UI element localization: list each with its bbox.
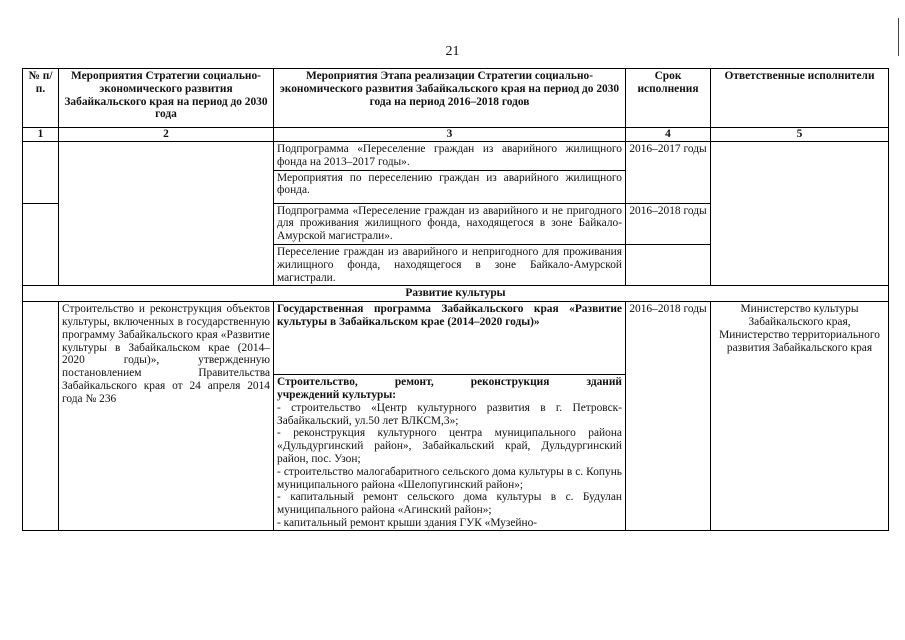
- empty-cell: [23, 142, 59, 204]
- culture-construction-list: [274, 375, 626, 531]
- housing-measure-2: Переселение граждан из аварийного и непригодного для проживания жилищного фонда, находящегося в зоне Байкало-Амурской магистрали.: [274, 244, 626, 285]
- column-number-row: [23, 128, 889, 142]
- culture-strategy-measure: Строительство и реконструкция объектов культуры, включенных в государственную программу Забайкальского края «Развитие культуры в Забайкальском крае (2014–2020 годы)», утвержденную постановлением Правительства Забайкальского края от 24 апреля 2014 года № 236: [59, 302, 274, 531]
- housing-subprogram-1: Подпрограмма «Переселение граждан из аварийного жилищного фонда на 2013–2017 годы».: [274, 142, 626, 171]
- column-number: 5: [711, 128, 889, 142]
- list-item: - капитальный ремонт сельского дома культуры в с. Будулан муниципального района «Агинский район»;: [277, 491, 622, 517]
- list-item: - капитальный ремонт крыши здания ГУК «Музейно-: [277, 516, 538, 529]
- housing-term-2: 2016–2018 годы: [626, 203, 711, 244]
- culture-responsible: Министерство культуры Забайкальского края, Министерство территориального развития Забайкальского края: [711, 302, 889, 531]
- list-item: - строительство малогабаритного сельского дома культуры в с. Копунь муниципального района «Шелопугинский район»;: [277, 465, 622, 491]
- housing-term-1: 2016–2017 годы: [626, 142, 711, 204]
- empty-cell: [23, 302, 59, 531]
- table-header-row: [23, 69, 889, 128]
- header-strategy: Мероприятия Стратегии социально-экономического развития Забайкальского края на период до 2030 года: [59, 69, 274, 128]
- list-heading: учреждений культуры:: [277, 388, 397, 401]
- culture-term: 2016–2018 годы: [626, 302, 711, 531]
- column-number: 4: [626, 128, 711, 142]
- table-row: [23, 302, 889, 375]
- culture-program-title: Государственная программа Забайкальского края «Развитие культуры в Забайкальском крае (2014–2020 годы)»: [274, 302, 626, 375]
- header-num: № п/п.: [23, 69, 59, 128]
- empty-cell: [59, 142, 274, 286]
- list-item: - реконструкция культурного центра муниципального района «Дульдургинский район», Забайкальский край, Дульдургинский район, пос. Узон;: [277, 427, 622, 465]
- column-number: 1: [23, 128, 59, 142]
- table-row: [23, 142, 889, 171]
- housing-measure-1: Мероприятия по переселению граждан из аварийного жилищного фонда.: [274, 170, 626, 203]
- header-term: Срок исполнения: [626, 69, 711, 128]
- section-title: Развитие культуры: [23, 286, 889, 302]
- list-item: - строительство «Центр культурного развития в г. Петровск-Забайкальский, ул.50 лет ВЛКСМ,3»;: [277, 401, 622, 427]
- housing-subprogram-2: Подпрограмма «Переселение граждан из аварийного и не пригодного для проживания жилищного фонда, находящегося в зоне Байкало-Амурской магистрали».: [274, 203, 626, 244]
- strategy-table: [22, 68, 889, 531]
- column-number: 2: [59, 128, 274, 142]
- section-row: [23, 286, 889, 302]
- scan-edge-mark: [898, 18, 899, 56]
- header-responsible: Ответственные исполнители: [711, 69, 889, 128]
- empty-cell: [711, 142, 889, 286]
- empty-cell: [23, 203, 59, 286]
- empty-cell: [626, 244, 711, 285]
- list-heading: Строительство, ремонт, реконструкция зданий: [277, 376, 622, 389]
- header-stage: Мероприятия Этапа реализации Стратегии социально-экономического развития Забайкальского края на период до 2030 года на период 2016–2018 годов: [274, 69, 626, 128]
- page-number: 21: [445, 44, 460, 59]
- column-number: 3: [274, 128, 626, 142]
